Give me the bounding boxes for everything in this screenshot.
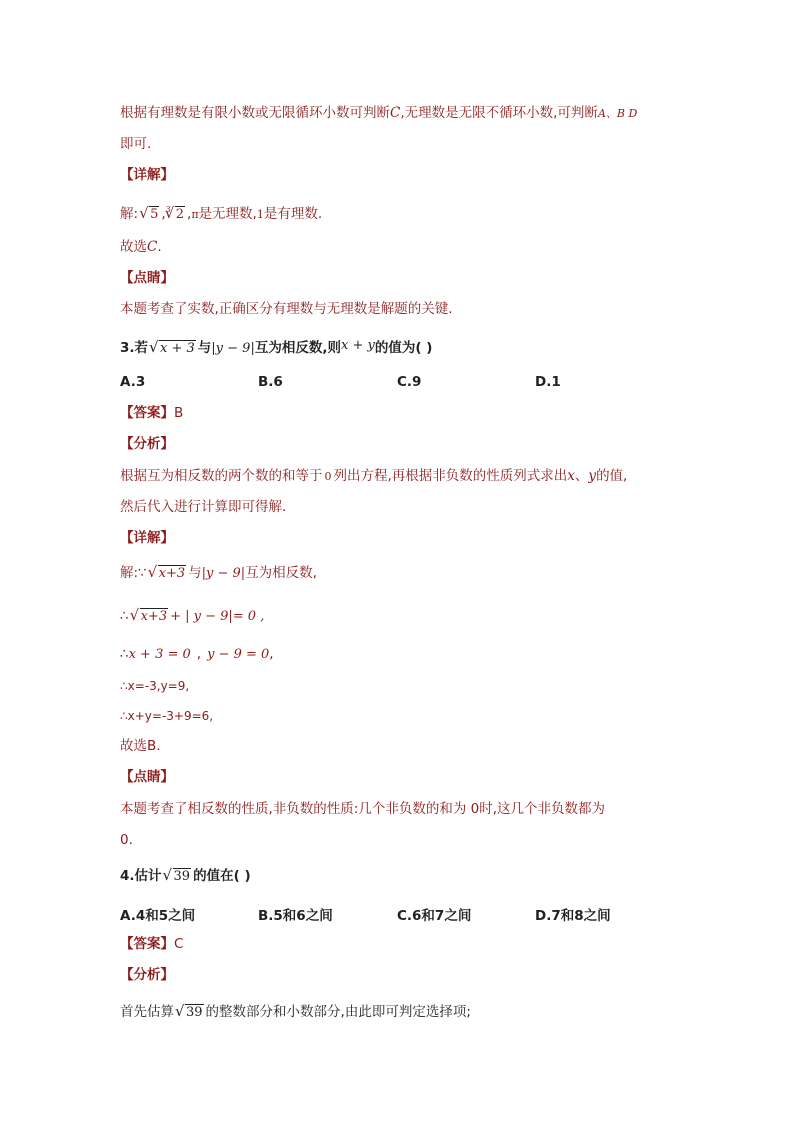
- text: .: [157, 239, 162, 255]
- option-letters: A、B D: [597, 107, 638, 120]
- text: ,: [187, 206, 192, 222]
- text: 的值在( ): [193, 868, 251, 884]
- detail-heading-3: 【详解】: [120, 530, 174, 546]
- text: ,: [161, 206, 166, 222]
- root-index: 3: [165, 205, 171, 214]
- number: 0: [324, 470, 332, 483]
- text: 的值,: [596, 468, 628, 484]
- q3-analysis-line-2: 然后代入进行计算即可得解.: [120, 499, 287, 515]
- text: 故选: [120, 239, 147, 255]
- q4-analysis-line-1: [120, 1003, 471, 1022]
- text: 解:∵: [120, 565, 147, 581]
- option-letter: B: [147, 738, 157, 754]
- q3-option-d: D.1: [535, 374, 561, 390]
- q3-analysis-line-1: [120, 467, 627, 486]
- sum-expression: x + y: [340, 338, 375, 353]
- sqrt-39: [164, 868, 192, 886]
- q3-choose-line: [120, 737, 161, 755]
- answer-line-1: [120, 238, 162, 256]
- q4-option-a: A.4和5之间: [120, 908, 196, 924]
- q3-detail-line-2: [120, 607, 264, 626]
- question-number: 4.估计: [120, 868, 162, 884]
- q3-detail-line-3: [120, 645, 274, 664]
- answer-value: C: [174, 936, 184, 952]
- text: .: [156, 738, 161, 754]
- question-3: [120, 337, 432, 358]
- radicand: x+3: [140, 609, 168, 624]
- text: 是无理数,: [198, 206, 257, 222]
- detail-heading-1: 【详解】: [120, 167, 174, 183]
- number: 1: [256, 208, 264, 221]
- analysis-text: 根据有理数是有限小数或无限循环小数可判断: [120, 105, 390, 121]
- q4-answer: [120, 935, 183, 953]
- radicand: x+3: [158, 566, 186, 581]
- q3-comment-line-2: 0.: [120, 832, 133, 848]
- sqrt-x-plus-3: [149, 565, 187, 583]
- q3-option-a: A.3: [120, 374, 146, 390]
- therefore-symbol: ∴: [120, 646, 129, 662]
- text: 互为相反数,: [245, 565, 317, 581]
- sqrt-5: [140, 206, 159, 224]
- option-letter: C: [147, 239, 158, 255]
- sqrt-x-plus-3: [150, 340, 196, 358]
- radicand: 39: [173, 869, 191, 884]
- comment-heading-1: 【点睛】: [120, 270, 174, 286]
- answer-label: 【答案】: [120, 405, 174, 421]
- therefore-symbol: ∴: [120, 608, 129, 624]
- analysis-text: ,无理数是无限不循环小数,可判断: [400, 105, 598, 121]
- text: 列出方程,再根据非负数的性质列式求出: [333, 468, 568, 484]
- q3-answer: [120, 404, 183, 422]
- equation: y − 9 = 0: [207, 647, 270, 662]
- analysis-heading-3: 【分析】: [120, 436, 174, 452]
- q4-option-b: B.5和6之间: [258, 908, 333, 924]
- analysis-line-1: [120, 104, 637, 123]
- radicand: 5: [150, 207, 159, 222]
- text: 故选: [120, 738, 147, 754]
- variable: x: [567, 468, 575, 484]
- text: 、: [574, 468, 589, 484]
- text: 的整数部分和小数部分,由此即可判定选择项;: [205, 1004, 471, 1020]
- sqrt-39: [176, 1004, 204, 1022]
- text: 与: [197, 340, 212, 356]
- sqrt-x-plus-3: [131, 608, 169, 626]
- q3-detail-line-1: [120, 564, 317, 583]
- comment-line-1: 本题考查了实数,正确区分有理数与无理数是解题的关键.: [120, 301, 453, 317]
- equation: x + 3 = 0: [128, 647, 191, 662]
- analysis-heading-4: 【分析】: [120, 967, 174, 983]
- radicand: 39: [186, 1005, 203, 1020]
- q4-option-c: C.6和7之间: [397, 908, 472, 924]
- text: ,: [269, 646, 274, 662]
- text: ,: [196, 646, 202, 662]
- answer-value: B: [174, 405, 184, 421]
- answer-label: 【答案】: [120, 936, 174, 952]
- analysis-line-2: 即可.: [120, 136, 152, 152]
- q3-option-c: C.9: [397, 374, 422, 390]
- variable: y: [588, 468, 597, 484]
- q3-option-b: B.6: [258, 374, 283, 390]
- detail-line-1: [120, 201, 322, 224]
- text: 首先估算: [120, 1004, 174, 1020]
- q3-detail-line-4: ∴x=-3,y=9,: [120, 679, 190, 693]
- text: 的值为( ): [374, 340, 433, 356]
- radicand: 2: [175, 207, 185, 222]
- text: 互为相反数,则: [254, 340, 341, 356]
- pi-symbol: π: [191, 208, 199, 221]
- equation: + | y − 9|= 0 ,: [170, 609, 265, 624]
- radicand: x + 3: [160, 341, 195, 356]
- abs-expression: |y − 9|: [201, 566, 246, 581]
- q3-comment-line-1: 本题考查了相反数的性质,非负数的性质:几个非负数的和为 0时,这几个非负数都为: [120, 801, 606, 817]
- option-letter: C: [390, 105, 401, 121]
- cbrt-2: [166, 206, 185, 224]
- question-number: 3.若: [120, 340, 149, 356]
- abs-expression: |y − 9|: [211, 341, 255, 356]
- q3-detail-line-5: ∴x+y=-3+9=6,: [120, 709, 214, 723]
- q4-option-d: D.7和8之间: [535, 908, 611, 924]
- text: 与: [188, 565, 202, 581]
- text: 是有理数.: [263, 206, 323, 222]
- text: 解:: [120, 206, 139, 222]
- text: 根据互为相反数的两个数的和等于: [120, 468, 323, 484]
- question-4: [120, 867, 251, 886]
- comment-heading-3: 【点睛】: [120, 769, 174, 785]
